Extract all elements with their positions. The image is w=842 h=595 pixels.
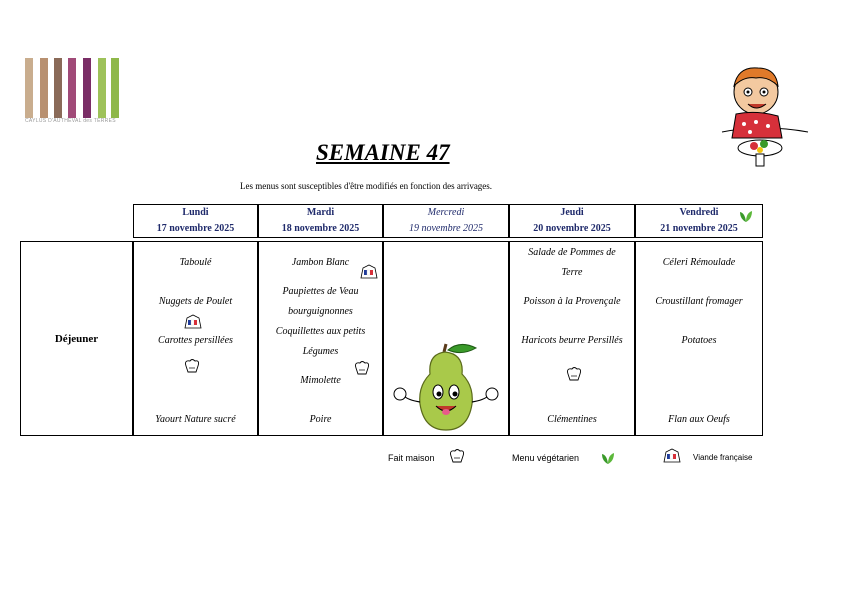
- day-name: Jeudi: [560, 207, 584, 218]
- legend-fait-maison: [388, 453, 435, 463]
- logo: [25, 58, 125, 132]
- dish: Carottes persillées: [158, 335, 233, 346]
- dish: Légumes: [302, 346, 339, 357]
- french-flag-icon: [360, 264, 378, 280]
- menu-table: [20, 204, 763, 436]
- legend-label: Menu végétarien: [512, 453, 580, 463]
- dish: Coquillettes aux petits: [275, 326, 366, 337]
- dish: bourguignonnes: [288, 306, 353, 317]
- legend-viande: [693, 453, 752, 462]
- header-row: [20, 204, 763, 238]
- cell-jeudi: [509, 241, 635, 436]
- dish: Mimolette: [300, 375, 341, 386]
- cell-vendredi: [635, 241, 763, 436]
- chef-hat-icon: [182, 358, 202, 374]
- chef-hat-icon: [447, 448, 467, 464]
- legend-vegetarien: [512, 453, 579, 463]
- header-mardi: [258, 204, 383, 238]
- day-name: Vendredi: [679, 207, 719, 218]
- day-date: 19 novembre 2025: [408, 223, 484, 234]
- dish: Haricots beurre Persillés: [521, 335, 623, 346]
- dish: Flan aux Oeufs: [668, 414, 730, 425]
- header-mercredi: [383, 204, 509, 238]
- header-lundi: [133, 204, 258, 238]
- legend-label: Fait maison: [388, 453, 435, 463]
- meal-label: Déjeuner: [20, 241, 133, 436]
- day-date: 21 novembre 2025: [660, 223, 738, 234]
- dish: Jambon Blanc: [291, 257, 350, 268]
- header-vendredi: [635, 204, 763, 238]
- dish: Clémentines: [547, 414, 597, 425]
- dish: Salade de Pommes de: [528, 247, 616, 258]
- notice-text: Les menus sont susceptibles d'être modifiés en fonction des arrivages.: [240, 181, 493, 191]
- dish: Potatoes: [681, 335, 717, 346]
- day-date: 20 novembre 2025: [533, 223, 611, 234]
- dish: Yaourt Nature sucré: [155, 414, 236, 425]
- pear-mascot-illustration: [388, 340, 504, 432]
- logo-caption: CAYLUS D'AUTHEVAL des TERRES: [25, 118, 116, 124]
- dish: Terre: [561, 267, 583, 278]
- cell-lundi: [133, 241, 258, 436]
- day-name: Mardi: [306, 207, 335, 218]
- leaf-icon: [738, 209, 754, 223]
- page-title: SEMAINE 47: [316, 140, 450, 165]
- french-flag-icon: [663, 448, 681, 464]
- dish: Nuggets de Poulet: [158, 296, 233, 307]
- dejeuner-row: [20, 241, 763, 436]
- cell-mercredi: [383, 241, 509, 436]
- dish: Taboulé: [179, 257, 212, 268]
- dish: Poisson à la Provençale: [523, 296, 621, 307]
- header-jeudi: [509, 204, 635, 238]
- dish: Paupiettes de Veau: [282, 286, 359, 297]
- leaf-icon: [600, 451, 616, 465]
- day-name: Lundi: [182, 207, 209, 218]
- day-date: 17 novembre 2025: [156, 223, 235, 234]
- day-date: 18 novembre 2025: [281, 223, 360, 234]
- dish: Croustillant fromager: [655, 296, 743, 307]
- day-name: Mercredi: [427, 207, 465, 218]
- dish: Poire: [309, 414, 332, 425]
- chef-hat-icon: [564, 366, 584, 382]
- legend-label: Viande française: [693, 453, 753, 462]
- french-flag-icon: [184, 314, 202, 330]
- kid-eating-illustration: [718, 62, 810, 170]
- cell-mardi: [258, 241, 383, 436]
- dish: Céleri Rémoulade: [662, 257, 736, 268]
